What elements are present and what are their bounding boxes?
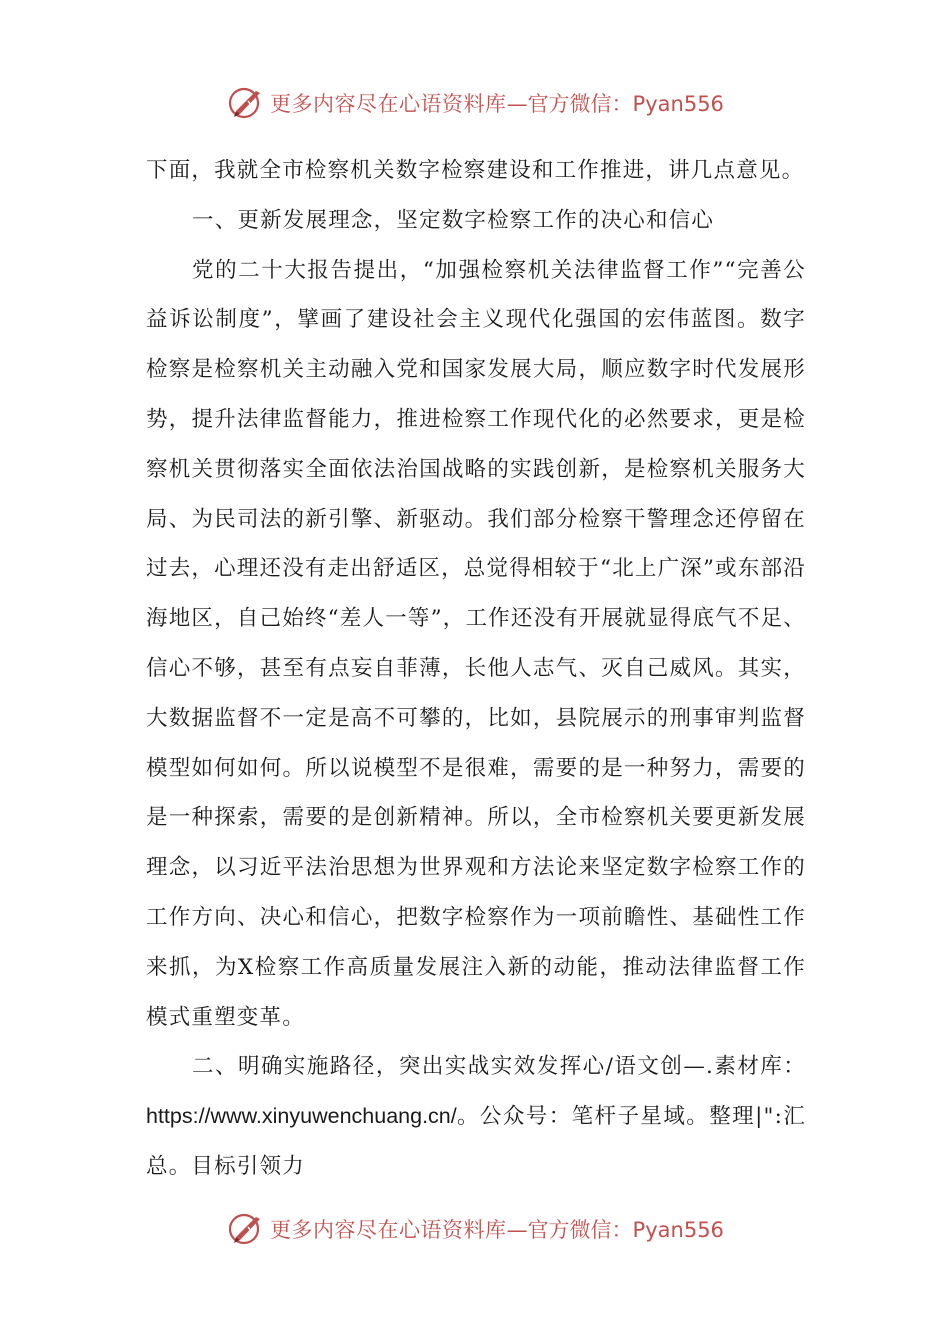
wechat-text: —官方微信：Pyan556	[506, 1218, 724, 1242]
header-banner	[0, 78, 950, 128]
footer-banner	[0, 1204, 950, 1254]
section2-url: https://www.xinyuwenchuang.cn/	[146, 1104, 457, 1129]
brand-text: 更多内容尽在心语资料库	[270, 92, 507, 116]
document-body	[146, 146, 806, 1192]
section2-heading-part2: 。公众号：笔杆子星域。整理|":汇总。目标引领力	[146, 1104, 806, 1179]
wechat-text: —官方微信：Pyan556	[506, 92, 724, 116]
brand-text: 更多内容尽在心语资料库	[270, 1218, 507, 1242]
section2-heading-part1: 二、明确实施路径，突出实战实效发挥心/语文创—.素材库：	[192, 1054, 806, 1080]
section2-heading	[146, 1042, 806, 1191]
intro-paragraph: 下面，我就全市检察机关数字检察建设和工作推进，讲几点意见。	[146, 158, 805, 183]
pen-logo-icon	[226, 83, 266, 123]
section1-paragraph: 党的二十大报告提出，“加强检察机关法律监督工作”“完善公益诉讼制度”，擘画了建设社会主义现代化强国的宏伟蓝图。数字检察是检察机关主动融入党和国家发展大局，顺应数字时代发展形势，提升法律监督能力，推进检察工作现代化的必然要求，更是检察机关贯彻落实全面依法治国战略的实践创新，是检察机关服务大局、为民司法的新引擎、新驱动。我们部分检察干警理念还停留在过去，心理还没有走出舒适区，总觉得相较于“北上广深”或东部沿海地区，自己始终“差人一等”，工作还没有开展就显得底气不足、信心不够，甚至有点妄自菲薄，长他人志气、灭自己威风。其实，大数据监督不一定是高不可攀的，比如，县院展示的刑事审判监督模型如何如何。所以说模型不是很难，需要的是一种努力，需要的是一种探索，需要的是创新精神。所以，全市检察机关要更新发展理念，以习近平法治思想为世界观和方法论来坚定数字检察工作的工作方向、决心和信心，把数字检察作为一项前瞻性、基础性工作来抓，为X检察工作高质量发展注入新的动能，推动法律监督工作模式重塑变革。	[146, 257, 806, 1030]
pen-logo-icon	[226, 1209, 266, 1249]
section1-heading: 一、更新发展理念，坚定数字检察工作的决心和信心	[192, 207, 715, 233]
